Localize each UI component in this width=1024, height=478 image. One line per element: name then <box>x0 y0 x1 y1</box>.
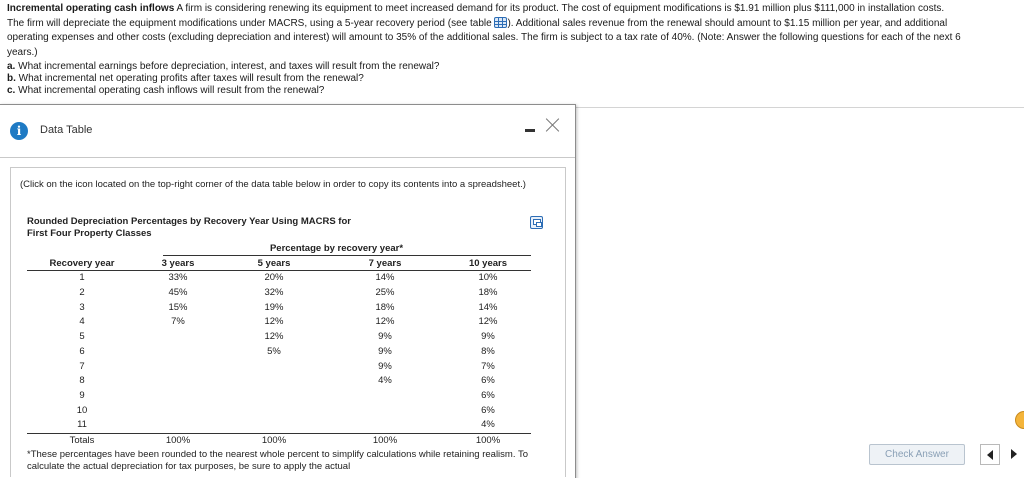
table-cell: Totals <box>69 434 95 446</box>
table-row <box>27 360 531 375</box>
table-footnote <box>27 449 531 473</box>
table-row <box>27 389 531 404</box>
table-cell: 5% <box>267 345 281 357</box>
problem-line-2-text: The firm will depreciate the equipment modifications under MACRS, using a 5-year recovery period (see table <box>7 17 495 29</box>
question-text: What incremental earnings before depreciation, interest, and taxes will result from the renewal? <box>18 61 440 72</box>
problem-line-4: years.) <box>7 46 38 58</box>
column-header-row <box>27 257 531 272</box>
table-cell: 10 <box>76 404 88 416</box>
table-cell: 18% <box>478 287 498 299</box>
table-row <box>27 418 531 433</box>
table-row <box>27 374 531 389</box>
dialog-body <box>10 167 566 477</box>
table-cell: 8 <box>79 375 85 387</box>
content-divider <box>576 107 1024 108</box>
table-cell: 2 <box>79 287 85 299</box>
question-list <box>7 61 1019 97</box>
table-cell: 12% <box>264 316 284 328</box>
group-header: Percentage by recovery year* <box>269 243 404 254</box>
question-b <box>7 73 1019 85</box>
check-answer-button[interactable]: Check Answer <box>869 444 965 465</box>
table-cell: 20% <box>264 272 284 284</box>
question-c <box>7 85 1019 97</box>
table-cell: 9% <box>378 360 392 372</box>
column-header: Recovery year <box>49 257 115 269</box>
question-text: What incremental net operating profits after taxes will result from the renewal? <box>18 73 364 84</box>
table-cell: 9 <box>79 389 85 401</box>
table-cell: 7% <box>481 360 495 372</box>
dialog-separator <box>0 157 575 158</box>
question-letter: a. <box>7 61 16 72</box>
table-row <box>27 404 531 419</box>
info-icon: i <box>10 122 28 140</box>
table-cell: 8% <box>481 345 495 357</box>
table-cell: 100% <box>165 434 191 446</box>
table-heading-line-2: First Four Property Classes <box>27 228 152 239</box>
table-cell: 45% <box>168 287 188 299</box>
table-cell: 6% <box>481 404 495 416</box>
table-cell: 6% <box>481 375 495 387</box>
problem-line-2-end: ). Additional sales revenue from the renewal should amount to $1.15 million per year, and additional <box>507 17 948 29</box>
table-cell: 14% <box>375 272 395 284</box>
table-cell: 33% <box>168 272 188 284</box>
problem-line-1 <box>7 2 1019 17</box>
table-cell: 4% <box>378 375 392 387</box>
table-cell: 12% <box>375 316 395 328</box>
column-header: 10 years <box>468 257 508 269</box>
table-cell: 32% <box>264 287 284 299</box>
table-heading-line-1: Rounded Depreciation Percentages by Recovery Year Using MACRS for <box>27 216 351 227</box>
question-text: What incremental operating cash inflows will result from the renewal? <box>18 85 325 96</box>
table-cell: 12% <box>264 331 284 343</box>
table-cell: 18% <box>375 301 395 313</box>
table-cell: 25% <box>375 287 395 299</box>
table-cell: 11 <box>77 419 87 431</box>
table-cell: 14% <box>478 301 498 313</box>
table-cell: 12% <box>478 316 498 328</box>
table-cell: 3 <box>79 301 85 313</box>
table-cell: 5 <box>79 331 85 343</box>
question-a <box>7 61 1019 73</box>
table-cell: 9% <box>378 345 392 357</box>
next-question-button[interactable] <box>1004 444 1024 465</box>
dialog-header <box>0 105 575 153</box>
data-table-dialog <box>0 104 576 478</box>
column-header: 3 years <box>161 257 195 269</box>
table-cell: 1 <box>79 272 85 284</box>
column-header: 5 years <box>257 257 291 269</box>
table-row <box>27 301 531 316</box>
problem-title: Incremental operating cash inflows <box>7 3 175 14</box>
table-cell: 6% <box>481 389 495 401</box>
previous-question-button[interactable] <box>980 444 1000 465</box>
group-header-row <box>27 242 531 257</box>
table-row <box>27 345 531 360</box>
table-rows <box>27 271 531 433</box>
problem-statement <box>7 2 1019 97</box>
table-cell: 100% <box>475 434 501 446</box>
table-cell: 100% <box>261 434 287 446</box>
table-cell: 9% <box>481 331 495 343</box>
problem-line-1-text: A firm is considering renewing its equipment to meet increased demand for its product. The cost of equipment modifications is $1.91 million plus $111,000 in installation costs. <box>174 3 945 14</box>
table-cell: 4% <box>481 419 495 431</box>
table-cell: 6 <box>79 345 85 357</box>
table-cell: 100% <box>372 434 398 446</box>
totals-row <box>27 433 531 448</box>
problem-line-2 <box>7 17 1019 32</box>
table-row <box>27 286 531 301</box>
table-cell: 19% <box>264 301 284 313</box>
data-table-icon[interactable] <box>494 17 507 28</box>
dialog-title: Data Table <box>40 124 93 136</box>
table-row <box>27 315 531 330</box>
question-letter: b. <box>7 73 16 84</box>
table-row <box>27 330 531 345</box>
table-cell: 15% <box>168 301 188 313</box>
footnote-text: *These percentages have been rounded to the nearest whole percent to simplify calculations while retaining realism. To calculate the actual depreciation for tax purposes, be sure to apply the actual <box>27 448 528 472</box>
table-cell: 4 <box>79 316 85 328</box>
copy-instructions: (Click on the icon located on the top-right corner of the data table below in order to copy its contents into a spreadsheet.) <box>20 179 526 190</box>
close-button[interactable] <box>545 117 561 133</box>
copy-to-spreadsheet-icon[interactable] <box>530 216 543 229</box>
help-icon[interactable] <box>1015 411 1024 429</box>
macrs-table <box>27 242 531 473</box>
column-header: 7 years <box>368 257 402 269</box>
table-row <box>27 271 531 286</box>
table-cell: 7% <box>171 316 185 328</box>
table-cell: 9% <box>378 331 392 343</box>
minimize-button[interactable] <box>525 129 535 132</box>
problem-line-3: operating expenses and other costs (excluding depreciation and interest) will amount to 35% of the additional sales. The firm is subject to a tax rate of 40%. (Note: Answer the following questions for each of the next 6 <box>7 32 961 43</box>
question-letter: c. <box>7 85 16 96</box>
table-heading <box>27 216 351 240</box>
table-cell: 10% <box>478 272 498 284</box>
table-cell: 7 <box>79 360 85 372</box>
